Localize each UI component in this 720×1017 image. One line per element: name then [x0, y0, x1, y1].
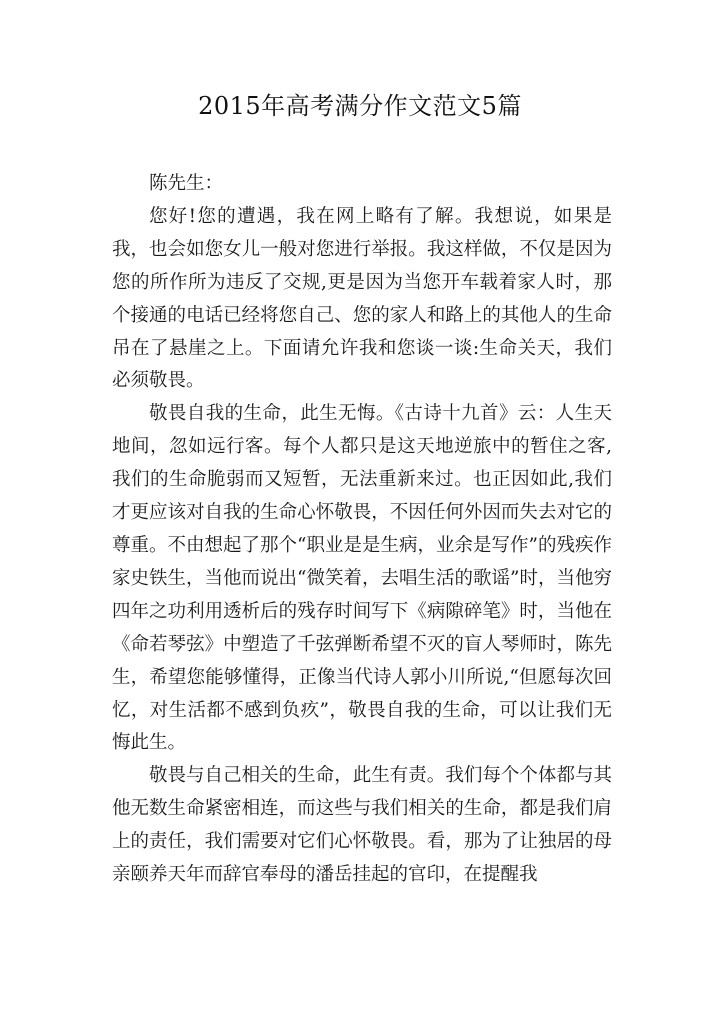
paragraph-3: 敬畏与自己相关的生命，此生有责。我们每个个体都与其他无数生命紧密相连，而这些与我们相关的生命，都是我们肩上的责任，我们需要对它们心怀敬畏。看，那为了让独居的母亲颐养天年而辞官奉母的潘岳挂起的官印，在提醒我: [112, 765, 612, 886]
document-body: [112, 168, 612, 892]
document-title: 2015年高考满分作文范文5篇: [198, 92, 522, 120]
paragraph-1: 您好!您的遭遇，我在网上略有了解。我想说，如果是我，也会如您女儿一般对您进行举报。我这样做，不仅是因为您的所作所为违反了交规,更是因为当您开车载着家人时，那个接通的电话已经将您自己、您的家人和路上的其他人的生命吊在了悬崖之上。下面请允许我和您谈一谈:生命关天，我们必须敬畏。: [112, 205, 612, 392]
salutation: 陈先生：: [149, 173, 224, 194]
paragraph-2: 敬畏自我的生命，此生无悔。《古诗十九首》云：人生天地间，忽如远行客。每个人都只是这天地逆旅中的暂住之客,我们的生命脆弱而又短暂，无法重新来过。也正因如此,我们才更应该对自我的生命心怀敬畏，不因任何外因而失去对它的尊重。不由想起了那个“职业是是生病，业余是写作”的残疾作家史铁生，当他而说出“微笑着，去唱生活的歌谣”时，当他穷四年之功利用透析后的残存时间写下《病隙碎笔》时，当他在《命若琴弦》中塑造了千弦弹断希望不灭的盲人琴师时，陈先生，希望您能够懂得，正像当代诗人郭小川所说,“但愿每次回忆，对生活都不感到负疚”，敬畏自我的生命，可以让我们无悔此生。: [112, 403, 612, 754]
